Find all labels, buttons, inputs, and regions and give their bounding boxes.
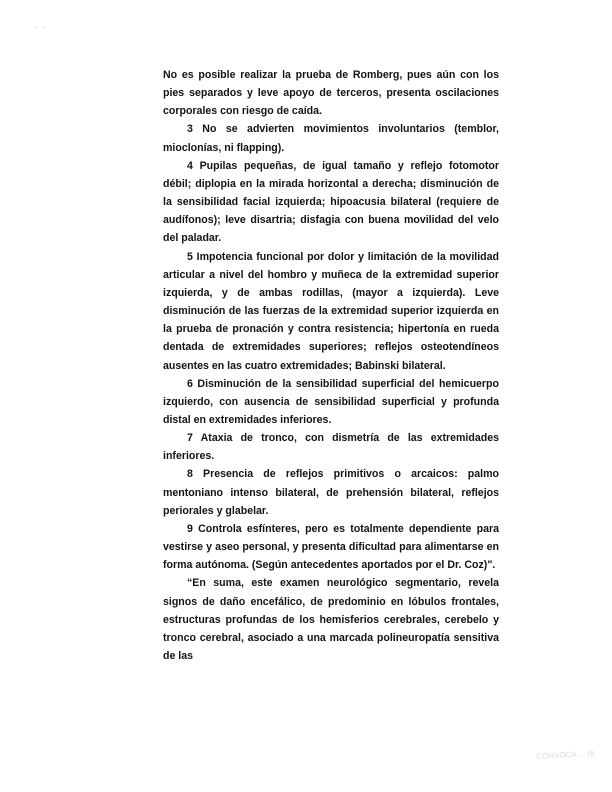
corner-marks: - - <box>34 22 47 33</box>
paragraph-8: 8 Presencia de reflejos primitivos o arcaicos: palmo mentoniano intenso bilateral, de prehensión bilateral, reflejos periorales y glabelar. <box>163 468 499 517</box>
paragraph-4: 4 Pupilas pequeñas, de igual tamaño y reflejo fotomotor débil; diplopia en la mirada horizontal a derecha; disminución de la sensibilidad facial izquierda; hipoacusia bilateral (requiere de audífonos); leve disartria; disfagia con buena movilidad del velo del paladar. <box>163 159 499 245</box>
paragraph-3: 3 No se advierten movimientos involuntarios (temblor, mioclonías, ni flapping). <box>163 123 499 154</box>
paragraph-5: 5 Impotencia funcional por dolor y limitación de la movilidad articular a nivel del hombro y muñeca de la extremidad superior izquierda, y de ambas rodillas, (mayor a izquierda). Leve disminución de las fuerzas de la extremidad superior izquierda en la prueba de pronación y contra resistencia; hipertonía en rueda dentada de extremidades superiores; reflejos osteotendíneos ausentes en las cuatro extremidades; Babinski bilateral. <box>163 250 499 372</box>
paragraph-summary: “En suma, este examen neurológico segmentario, revela signos de daño encefálico, de predominio en lóbulos frontales, estructuras profundas de los hemisferios cerebrales, cerebelo y tronco cerebral, asociado a una marcada polineuropatía sensitiva de las <box>163 577 499 662</box>
body-text <box>163 66 499 665</box>
footer-stamp: CONVOCA ... (6 <box>536 748 595 761</box>
paragraph-romberg: No es posible realizar la prueba de Romberg, pues aún con los pies separados y leve apoyo de terceros, presenta oscilaciones corporales con riesgo de caída. <box>163 69 499 118</box>
paragraph-7: 7 Ataxia de tronco, con dismetría de las extremidades inferiores. <box>163 432 499 463</box>
paragraph-6: 6 Disminución de la sensibilidad superficial del hemicuerpo izquierdo, con ausencia de sensibilidad superficial y profunda distal en extremidades inferiores. <box>163 377 499 426</box>
paragraph-9: 9 Controla esfínteres, pero es totalmente dependiente para vestirse y aseo personal, y presenta dificultad para alimentarse en forma autónoma. (Según antecedentes aportados por el Dr. Coz)". <box>163 522 499 572</box>
